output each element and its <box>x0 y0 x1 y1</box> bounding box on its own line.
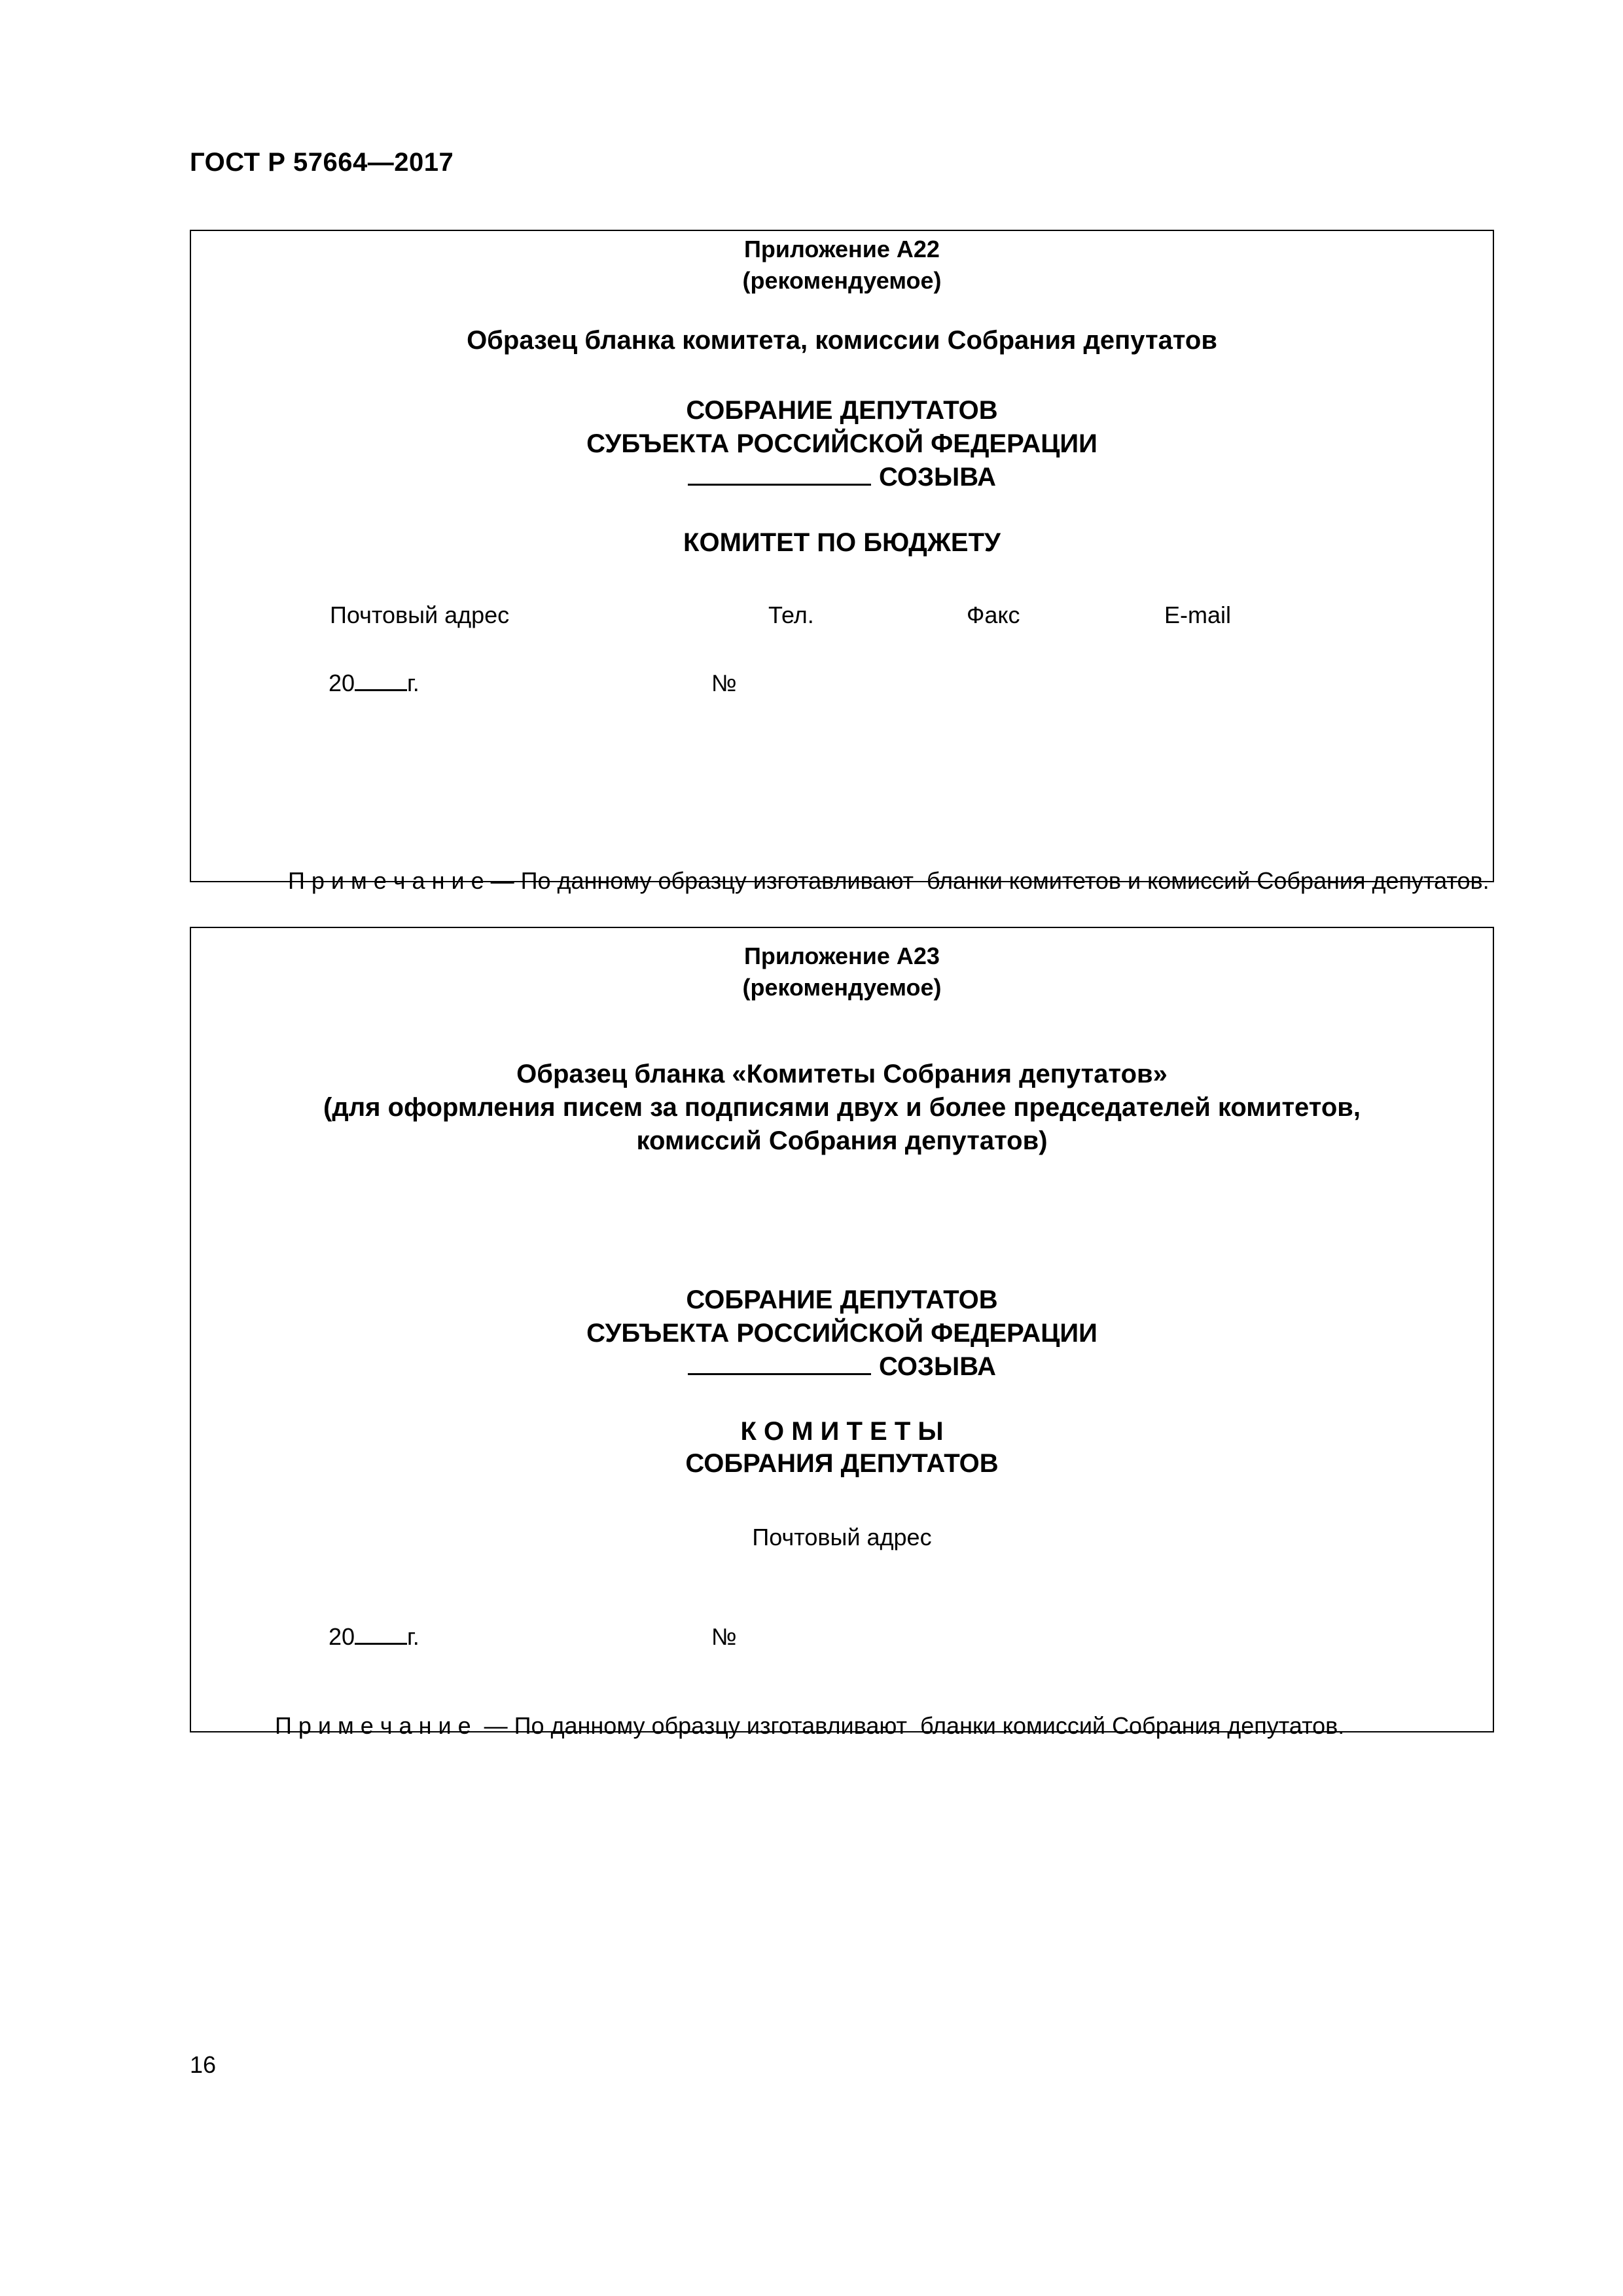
appendix-a22-committee: КОМИТЕТ ПО БЮДЖЕТУ <box>683 528 1001 557</box>
appendix-a23-title: Приложение А23 <box>744 942 940 969</box>
document-number-label: № <box>711 1623 737 1650</box>
contact-address-label: Почтовый адрес <box>330 601 510 628</box>
appendix-a22-org-line-1: СОБРАНИЕ ДЕПУТАТОВ <box>686 396 998 425</box>
appendix-a23-caption-line-3: комиссий Собрания депутатов) <box>636 1126 1048 1155</box>
document-number-label: № <box>711 670 737 696</box>
appendix-a23-caption-line-2: (для оформления писем за подписями двух и более председателей комитетов, <box>323 1093 1361 1122</box>
appendix-a22-box <box>190 230 1494 894</box>
year-blank-line <box>355 1623 407 1645</box>
appendix-a23-committees-line-2: СОБРАНИЯ ДЕПУТАТОВ <box>685 1449 999 1478</box>
appendix-a22-title: Приложение А22 <box>744 236 940 262</box>
document-standard-number: ГОСТ Р 57664—2017 <box>190 148 454 177</box>
contact-fax-label: Факс <box>967 601 1020 628</box>
convocation-blank-line <box>688 1350 871 1375</box>
appendix-a22-org-line-2: СУБЪЕКТА РОССИЙСКОЙ ФЕДЕРАЦИИ <box>586 429 1097 458</box>
contact-email-label: E-mail <box>1164 601 1232 628</box>
appendix-a22-org-line-3: СОЗЫВА <box>191 460 1493 494</box>
date-field: 20 г. <box>329 1623 419 1650</box>
appendix-a22-status: (рекомендуемое) <box>742 267 942 294</box>
page-number: 16 <box>190 2051 217 2078</box>
appendix-a23-box <box>190 927 1494 1739</box>
convocation-blank-line <box>688 460 871 486</box>
appendix-a22-caption: Образец бланка комитета, комиссии Собрания депутатов <box>467 326 1217 355</box>
date-field: 20 г. <box>329 670 419 696</box>
appendix-a23-note: П р и м е ч а н и е — По данному образцу изготавливают бланки комиссий Собрания депутатов. <box>275 1712 1345 1739</box>
contact-phone-label: Тел. <box>768 601 814 628</box>
appendix-a23-org-line-1: СОБРАНИЕ ДЕПУТАТОВ <box>686 1285 998 1314</box>
appendix-a23-status: (рекомендуемое) <box>742 974 942 1001</box>
contact-address-label: Почтовый адрес <box>752 1524 932 1551</box>
appendix-a22-note: П р и м е ч а н и е — По данному образцу изготавливают бланки комитетов и комиссий Собрания депутатов. <box>288 867 1489 894</box>
appendix-a23-committees-line-1: К О М И Т Е Т Ы <box>740 1417 944 1446</box>
appendix-a23-caption-line-1: Образец бланка «Комитеты Собрания депутатов» <box>516 1060 1168 1088</box>
appendix-a23-org-line-3: СОЗЫВА <box>191 1350 1493 1384</box>
year-blank-line <box>355 670 407 691</box>
appendix-a23-org-line-2: СУБЪЕКТА РОССИЙСКОЙ ФЕДЕРАЦИИ <box>586 1319 1097 1348</box>
